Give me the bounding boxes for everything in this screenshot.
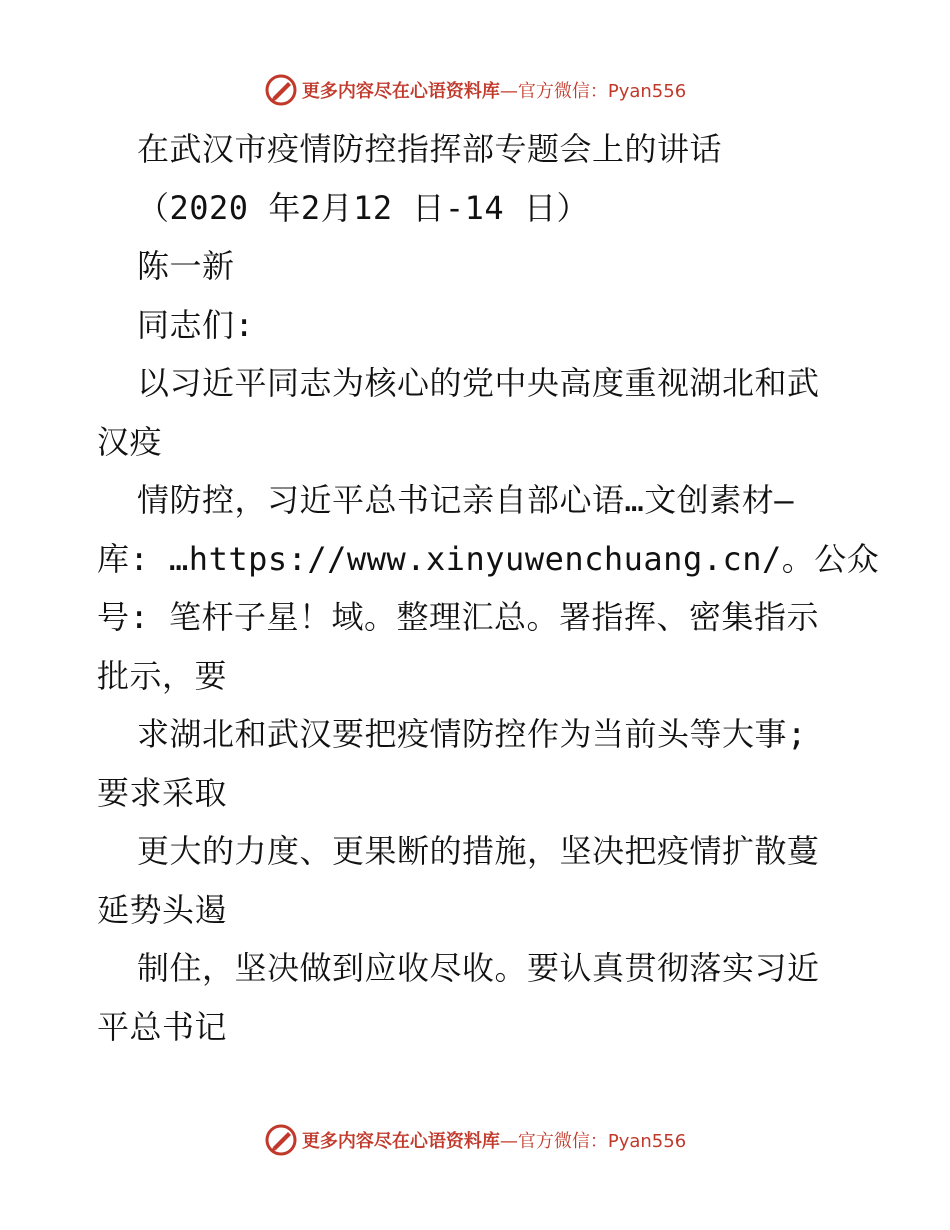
banner-text: 更多内容尽在心语资料库 bbox=[301, 81, 500, 102]
banner-wechat: —官方微信：Pyan556 bbox=[499, 1131, 687, 1152]
text-line: （2020 年2月12 日-14 日） bbox=[137, 188, 589, 227]
footer-watermark-banner bbox=[0, 1120, 950, 1160]
document-body bbox=[97, 120, 880, 1056]
text-line: 在武汉市疫情防控指挥部专题会上的讲话 bbox=[137, 130, 723, 168]
text-line: 批示，要 bbox=[97, 656, 228, 695]
text-line: 更大的力度、更果断的措施，坚决把疫情扩散蔓 bbox=[137, 832, 820, 870]
header-watermark-banner bbox=[0, 70, 950, 110]
text-line: 平总书记 bbox=[97, 1007, 228, 1046]
text-line: 以习近平同志为核心的党中央高度重视湖北和武 bbox=[137, 364, 820, 402]
text-line: 陈一新 bbox=[137, 247, 235, 285]
pen-logo-icon bbox=[264, 1123, 298, 1157]
text-line: 汉疫 bbox=[97, 422, 163, 461]
text-line: 库: …https://www.xinyuwenchuang.cn/。公众 bbox=[97, 539, 880, 578]
text-line: 情防控，习近平总书记亲自部心语…文创素材— bbox=[137, 481, 795, 519]
text-line: 号: 笔杆子星！域。整理汇总。署指挥、密集指示 bbox=[97, 598, 820, 636]
text-line: 要求采取 bbox=[97, 773, 228, 812]
banner-text: 更多内容尽在心语资料库 bbox=[301, 1131, 500, 1152]
text-line: 同志们: bbox=[137, 305, 255, 344]
pen-logo-icon bbox=[264, 73, 298, 107]
text-line: 求湖北和武汉要把疫情防控作为当前头等大事; bbox=[137, 715, 807, 753]
banner-wechat: —官方微信：Pyan556 bbox=[499, 81, 687, 102]
text-line: 延势头遏 bbox=[97, 890, 228, 929]
text-line: 制住，坚决做到应收尽收。要认真贯彻落实习近 bbox=[137, 949, 820, 987]
